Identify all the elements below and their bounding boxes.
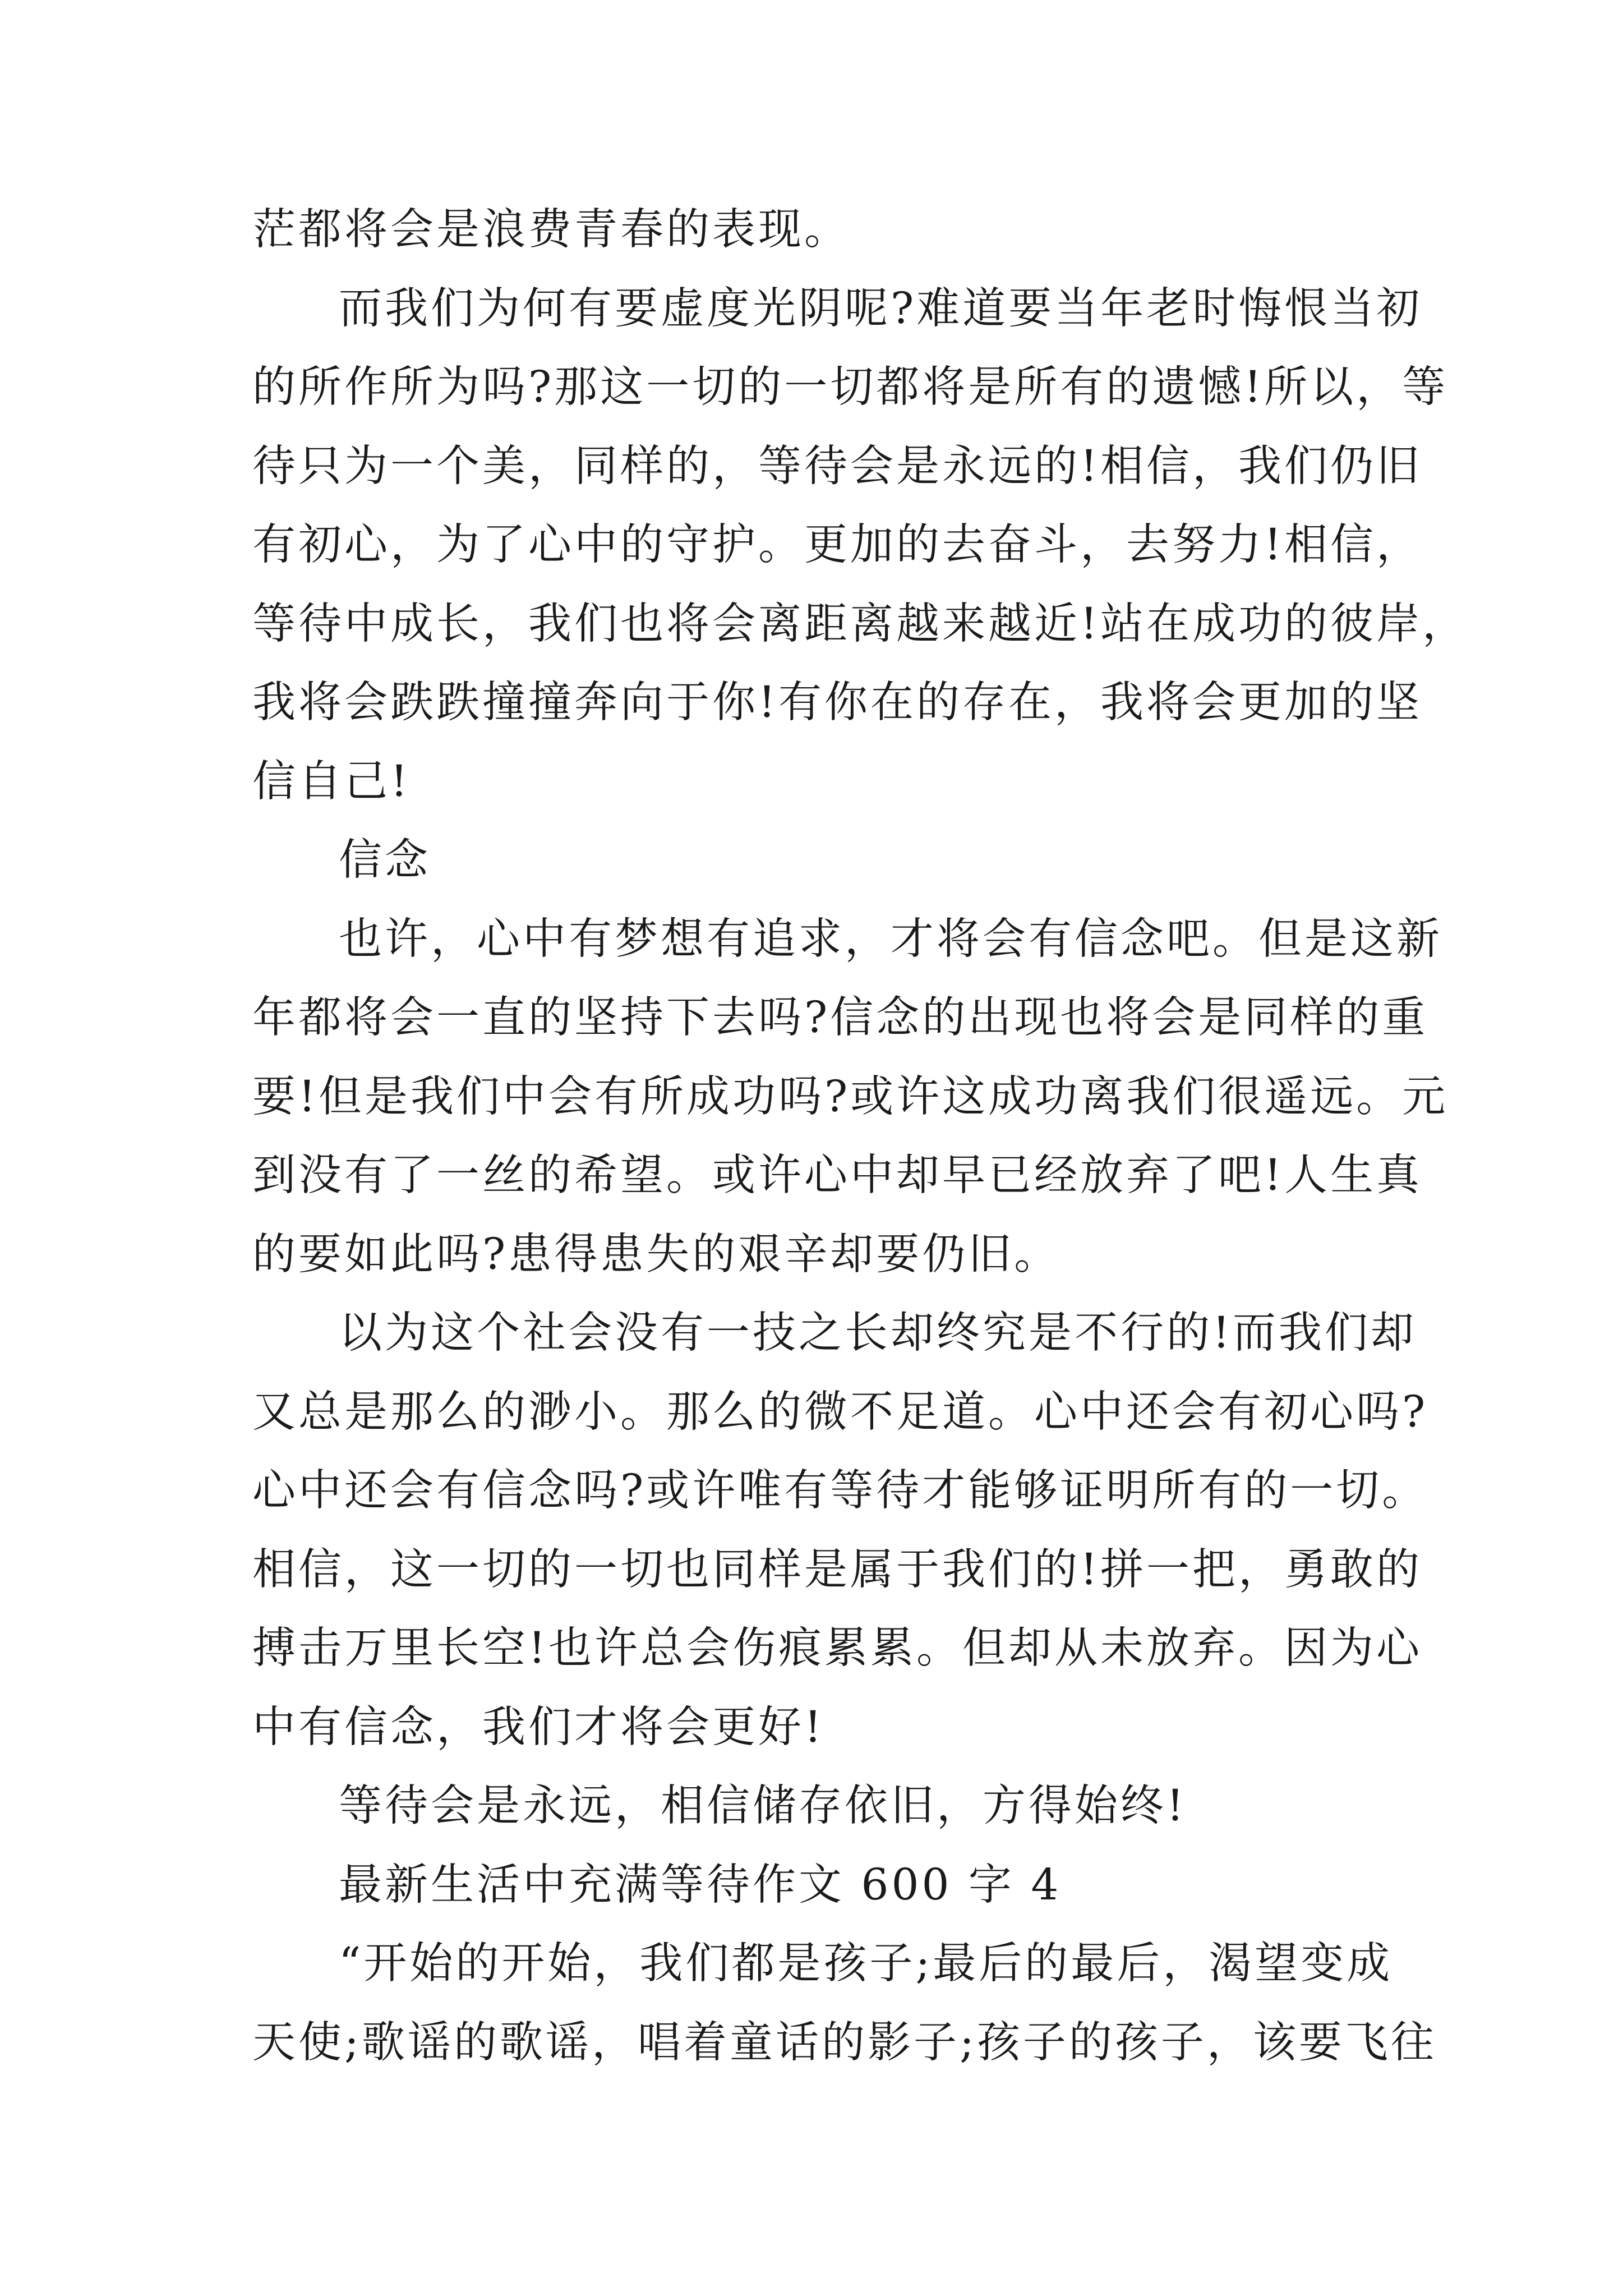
text-line: 以为这个社会没有一技之长却终究是不行的!而我们却: [339, 1308, 1417, 1358]
text-line: 等待会是永远，相信储存依旧，方得始终!: [339, 1781, 1187, 1831]
text-line: 的要如此吗?患得患失的艰辛却要仍旧。: [252, 1229, 1061, 1280]
section-heading: 信念: [339, 835, 431, 885]
article-body: [252, 191, 1468, 2082]
text-line: 到没有了一丝的希望。或许心中却早已经放弃了吧!人生真: [252, 1151, 1422, 1200]
section-heading: 最新生活中充满等待作文 600 字 4: [339, 1860, 1062, 1910]
text-line: 天使;歌谣的歌谣，唱着童话的影子;孩子的孩子，该要飞往: [252, 2017, 1437, 2068]
text-line: 又总是那么的渺小。那么的微不足道。心中还会有初心吗?: [252, 1387, 1428, 1437]
text-line: 中有信念，我们才将会更好!: [252, 1702, 824, 1752]
text-line: 茫都将会是浪费青春的表现。: [252, 205, 850, 255]
text-line: 信自己!: [252, 756, 411, 807]
text-line: 有初心，为了心中的守护。更加的去奋斗，去努力!相信，: [252, 520, 1422, 570]
text-line: 而我们为何有要虚度光阴呢?难道要当年老时悔恨当初: [339, 283, 1423, 334]
text-line: 我将会跌跌撞撞奔向于你!有你在的存在，我将会更加的坚: [252, 678, 1422, 728]
text-line: 心中还会有信念吗?或许唯有等待才能够证明所有的一切。: [252, 1466, 1428, 1516]
text-line: 要!但是我们中会有所成功吗?或许这成功离我们很遥远。元: [252, 1071, 1449, 1122]
text-line: 等待中成长，我们也将会离距离越来越近!站在成功的彼岸，: [252, 599, 1468, 649]
text-line: 搏击万里长空!也许总会伤痕累累。但却从未放弃。因为心: [252, 1623, 1422, 1673]
text-line: 年都将会一直的坚持下去吗?信念的出现也将会是同样的重: [252, 993, 1428, 1043]
text-line: 相信，这一切的一切也同样是属于我们的!拼一把，勇敢的: [252, 1544, 1422, 1595]
text-line: “开始的开始，我们都是孩子;最后的最后，渴望变成: [339, 1939, 1393, 1989]
text-line: 也许，心中有梦想有追求，才将会有信念吧。但是这新: [339, 914, 1442, 964]
text-line: 待只为一个美，同样的，等待会是永远的!相信，我们仍旧: [252, 441, 1422, 491]
text-line: 的所作所为吗?那这一切的一切都将是所有的遗憾!所以，等: [252, 362, 1449, 412]
